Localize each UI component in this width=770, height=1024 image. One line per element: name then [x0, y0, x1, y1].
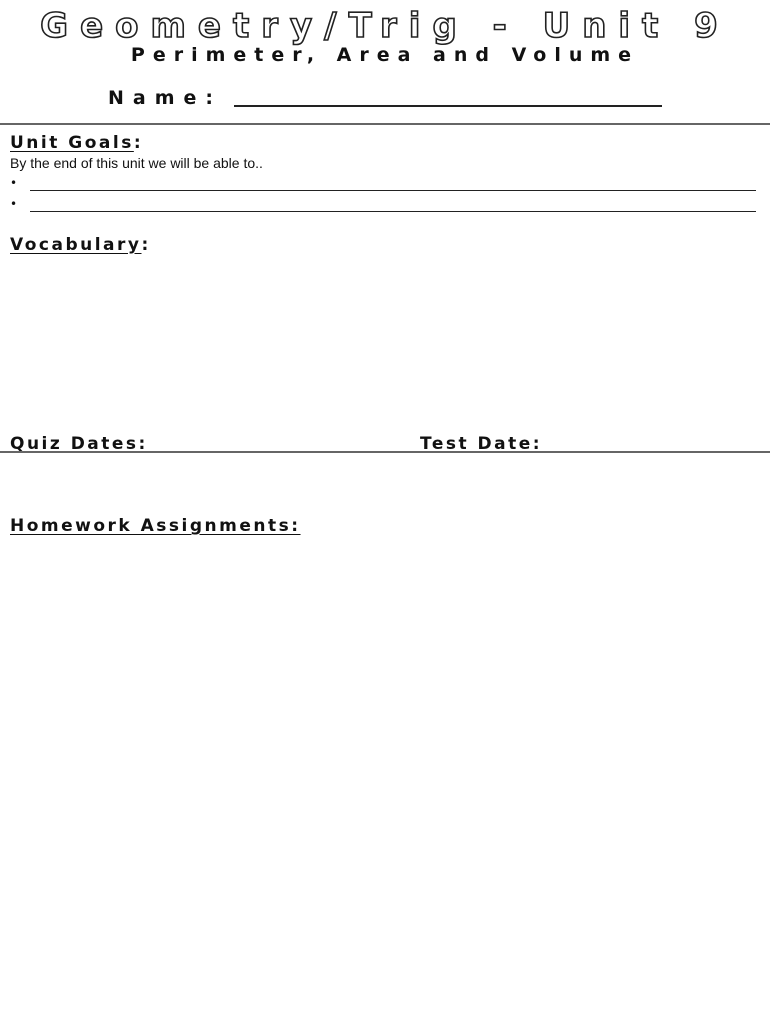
homework-heading: Homework Assignments: [10, 516, 301, 536]
dates-divider [0, 451, 770, 453]
name-label: Name: [108, 87, 223, 109]
goal-bullet-1: • [10, 176, 18, 190]
goal-bullet-2: • [10, 197, 18, 211]
name-blank-line[interactable] [234, 105, 662, 107]
test-date-label: Test Date: [420, 434, 543, 454]
unit-goals-intro: By the end of this unit we will be able to.. [10, 155, 263, 171]
vocabulary-heading-text: Vocabulary [10, 235, 142, 255]
worksheet-title: Geometry/Trig - Unit 9 [40, 6, 730, 46]
quiz-dates-label: Quiz Dates: [10, 434, 148, 454]
goal-line-2[interactable] [30, 211, 756, 212]
unit-goals-heading [10, 132, 143, 154]
vocabulary-heading [10, 234, 151, 256]
unit-goals-heading-text: Unit Goals [10, 133, 134, 153]
worksheet-subtitle: Perimeter, Area and Volume [130, 44, 640, 66]
goal-line-1[interactable] [30, 190, 756, 191]
unit-goals-heading-colon: : [133, 133, 144, 153]
vocabulary-heading-colon: : [141, 235, 151, 255]
header-divider [0, 123, 770, 125]
